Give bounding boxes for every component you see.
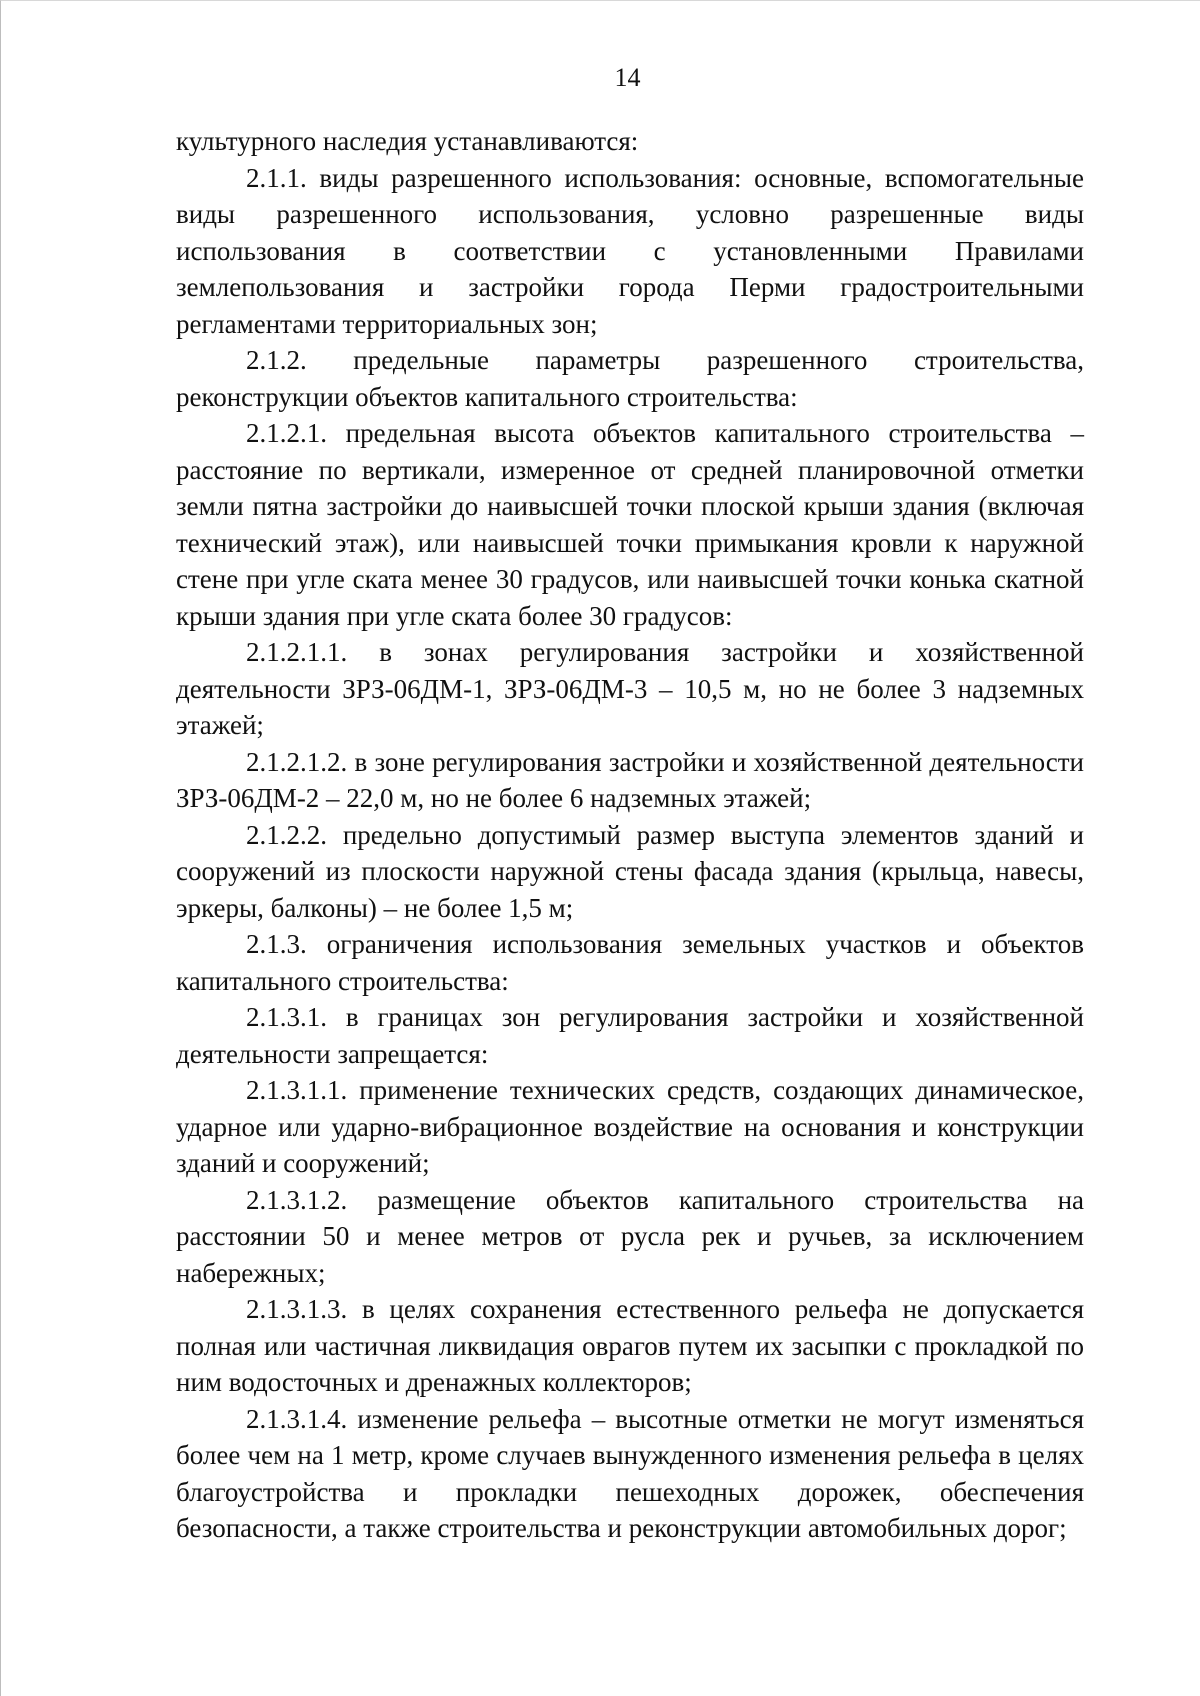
paragraph-intro: культурного наследия устанавливаются: — [176, 126, 639, 156]
paragraph-2-1-2-2: 2.1.2.2. предельно допустимый размер выступа элементов зданий и сооружений из плоскости наружной стены фасада здания (крыльца, навесы, эркеры, балконы) – не более 1,5 м; — [176, 819, 1084, 923]
paragraph-2-1-3-1-3: 2.1.3.1.3. в целях сохранения естественного рельефа не допускается полная или частичная ликвидация оврагов путем их засыпки с прокладкой по ним водосточных и дренажных коллекторов; — [176, 1294, 1084, 1397]
paragraph-2-1-2-1-1: 2.1.2.1.1. в зонах регулирования застройки и хозяйственной деятельности ЗРЗ-06ДМ-1, ЗРЗ-06ДМ-3 – 10,5 м, но не более 3 надземных этажей; — [176, 637, 1084, 740]
paragraph-2-1-3-1-1: 2.1.3.1.1. применение технических средств, создающих динамическое, ударное или ударно-вибрационное воздействие на основания и конструкции зданий и сооружений; — [176, 1075, 1084, 1178]
document-body — [176, 123, 1084, 1547]
paragraph-2-1-3: 2.1.3. ограничения использования земельных участков и объектов капитального строительства: — [176, 929, 1084, 996]
paragraph-2-1-2: 2.1.2. предельные параметры разрешенного строительства, реконструкции объектов капитального строительства: — [176, 345, 1084, 412]
paragraph-2-1-3-1: 2.1.3.1. в границах зон регулирования застройки и хозяйственной деятельности запрещается: — [176, 1002, 1084, 1069]
paragraph-2-1-3-1-2: 2.1.3.1.2. размещение объектов капитального строительства на расстоянии 50 и менее метров от русла рек и ручьев, за исключением набережных; — [176, 1184, 1084, 1288]
page-number: 14 — [614, 63, 641, 92]
paragraph-2-1-3-1-4: 2.1.3.1.4. изменение рельефа – высотные отметки не могут изменяться более чем на 1 метр, кроме случаев вынужденного изменения рельефа в целях благоустройства и прокладки пешеходных дорожек, обеспечения безопасности, а также строительства и реконструкции автомобильных дорог; — [176, 1403, 1084, 1543]
paragraph-2-1-2-1-2: 2.1.2.1.2. в зоне регулирования застройки и хозяйственной деятельности ЗРЗ-06ДМ-2 – 22,0 м, но не более 6 надземных этажей; — [176, 746, 1084, 813]
paragraph-2-1-2-1: 2.1.2.1. предельная высота объектов капитального строительства – расстояние по вертикали, измеренное от средней планировочной отметки земли пятна застройки до наивысшей точки плоской крыши здания (включая технический этаж), или наивысшей точки примыкания кровли к наружной стене при угле ската менее 30 градусов, или наивысшей точки конька скатной крыши здания при угле ската более 30 градусов: — [176, 418, 1084, 631]
paragraph-2-1-1: 2.1.1. виды разрешенного использования: основные, вспомогательные виды разрешенного использования, условно разрешенные виды использования в соответствии с установленными Правилами землепользования и застройки города Перми градостроительными регламентами территориальных зон; — [176, 162, 1084, 339]
